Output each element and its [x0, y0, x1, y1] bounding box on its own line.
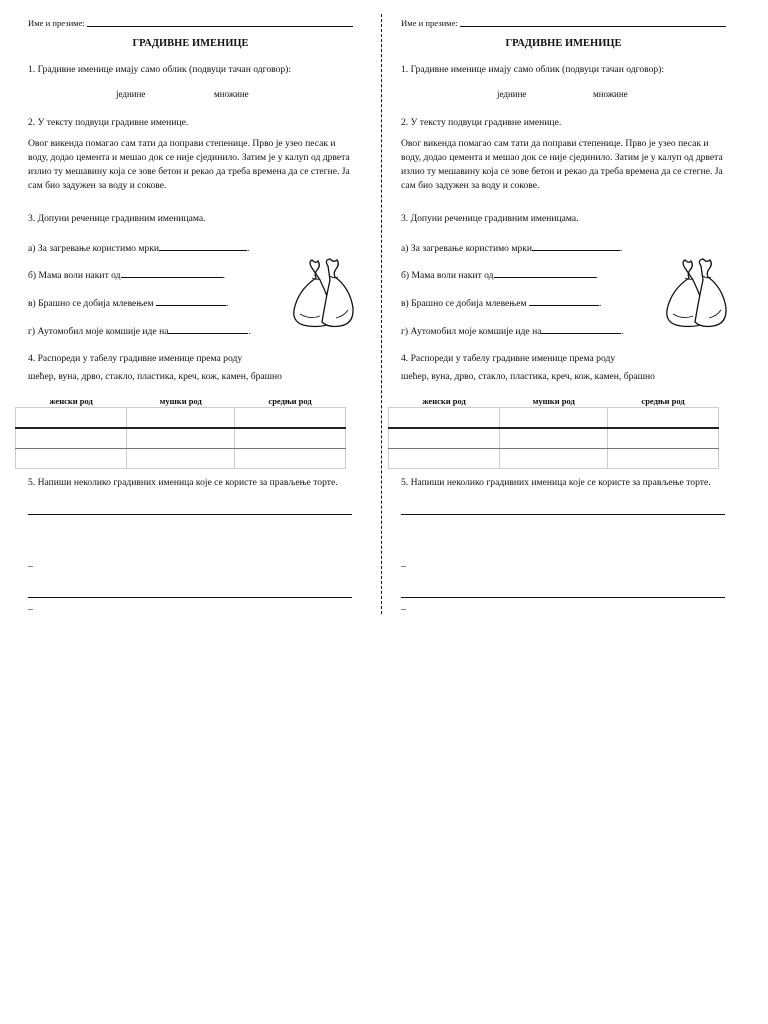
question-1: 1. Градивне именице имају само облик (подвуци тачан одговор): — [28, 64, 292, 75]
table-cell[interactable] — [608, 428, 719, 449]
table-cell[interactable] — [500, 408, 608, 429]
table-cell[interactable] — [16, 428, 127, 449]
question-2: 2. У тексту подвуци градивне именице. — [28, 117, 189, 128]
sentence-v: в) Брашно се добија млевењем . — [28, 298, 229, 309]
blank-v[interactable] — [529, 296, 599, 306]
table-cell[interactable] — [127, 449, 235, 469]
sentence-a: а) За загревање користимо мрки . — [28, 243, 250, 254]
col-neuter: средњи род — [268, 396, 312, 406]
choice-plural[interactable]: множине — [214, 89, 249, 99]
table-cell[interactable] — [16, 408, 127, 429]
cut-line — [381, 14, 382, 614]
dash: – — [401, 604, 406, 615]
question-4-words: шећер, вуна, дрво, стакло, пластика, креч, кож, камен, брашно — [28, 371, 282, 382]
dash: – — [401, 561, 406, 572]
table-cell[interactable] — [235, 428, 346, 449]
sack-icon — [663, 258, 729, 330]
sentence-b: б) Мама воли накит од . — [28, 270, 225, 281]
name-input-line[interactable] — [460, 16, 726, 27]
table-cell[interactable] — [389, 408, 500, 429]
question-2-text: Овог викенда помагао сам тати да поправи степенице. Прво је узео песак и воду, додао цемента и мешао док се није сјединило. Затим је у калуп од дрвета излио ту мешавину која се зове бетон и рекао да треба времена да се стегне. Ја сам био задужен за воду и сокове. — [28, 138, 350, 191]
table-cell[interactable] — [16, 449, 127, 469]
question-4: 4. Распореди у табелу градивне именице према роду — [28, 353, 243, 364]
sentence-a: а) За загревање користимо мрки . — [401, 243, 623, 254]
name-label: Име и презиме: — [401, 18, 458, 28]
col-masculine: мушки род — [532, 396, 575, 406]
question-5: 5. Напиши неколико градивних именица које се користе за прављење торте. — [401, 477, 711, 488]
table-cell[interactable] — [235, 449, 346, 469]
choice-singular[interactable]: једнине — [116, 89, 146, 99]
blank-g[interactable] — [168, 324, 248, 334]
table-cell[interactable] — [608, 408, 719, 429]
blank-v[interactable] — [156, 296, 226, 306]
choice-singular[interactable]: једнине — [497, 89, 527, 99]
question-1: 1. Градивне именице имају само облик (подвуци тачан одговор): — [401, 64, 665, 75]
name-label: Име и презиме: — [28, 18, 85, 28]
name-line — [401, 16, 726, 30]
sentence-g: г) Аутомобил моје комшије иде на . — [401, 326, 624, 337]
choice-plural[interactable]: множине — [593, 89, 628, 99]
blank-b[interactable] — [494, 268, 596, 278]
sentence-b: б) Мама воли накит од . — [401, 270, 598, 281]
answer-line[interactable] — [401, 514, 725, 515]
table-cell[interactable] — [608, 449, 719, 469]
question-2-text: Овог викенда помагао сам тати да поправи степенице. Прво је узео песак и воду, додао цемента и мешао док се није сјединило. Затим је у калуп од дрвета излио ту мешавину која се зове бетон и рекао да треба времена да се стегне. Ја сам био задужен за воду и сокове. — [401, 138, 723, 191]
blank-g[interactable] — [541, 324, 621, 334]
col-feminine: женски род — [49, 396, 93, 406]
answer-line[interactable] — [28, 514, 352, 515]
answer-line[interactable] — [401, 597, 725, 598]
col-masculine: мушки род — [159, 396, 202, 406]
answer-line[interactable] — [28, 597, 352, 598]
table-cell[interactable] — [389, 449, 500, 469]
gender-table — [388, 395, 719, 469]
question-5: 5. Напиши неколико градивних именица које се користе за прављење торте. — [28, 477, 338, 488]
blank-a[interactable] — [532, 241, 620, 251]
name-line — [28, 16, 353, 30]
table-cell[interactable] — [127, 428, 235, 449]
blank-b[interactable] — [121, 268, 223, 278]
sack-icon — [290, 258, 356, 330]
col-feminine: женски род — [422, 396, 466, 406]
dash: – — [28, 561, 33, 572]
table-cell[interactable] — [127, 408, 235, 429]
table-cell[interactable] — [389, 428, 500, 449]
col-neuter: средњи род — [641, 396, 685, 406]
question-2: 2. У тексту подвуци градивне именице. — [401, 117, 562, 128]
sentence-v: в) Брашно се добија млевењем . — [401, 298, 602, 309]
gender-table — [15, 395, 346, 469]
table-cell[interactable] — [500, 428, 608, 449]
question-3: 3. Допуни реченице градивним именицама. — [28, 213, 206, 224]
table-cell[interactable] — [500, 449, 608, 469]
blank-a[interactable] — [159, 241, 247, 251]
name-input-line[interactable] — [87, 16, 353, 27]
worksheet-title: ГРАДИВНЕ ИМЕНИЦЕ — [132, 38, 249, 49]
question-4: 4. Распореди у табелу градивне именице према роду — [401, 353, 616, 364]
worksheet-title: ГРАДИВНЕ ИМЕНИЦЕ — [505, 38, 622, 49]
question-3: 3. Допуни реченице градивним именицама. — [401, 213, 579, 224]
table-cell[interactable] — [235, 408, 346, 429]
dash: – — [28, 604, 33, 615]
sentence-g: г) Аутомобил моје комшије иде на . — [28, 326, 251, 337]
question-4-words: шећер, вуна, дрво, стакло, пластика, креч, кож, камен, брашно — [401, 371, 655, 382]
